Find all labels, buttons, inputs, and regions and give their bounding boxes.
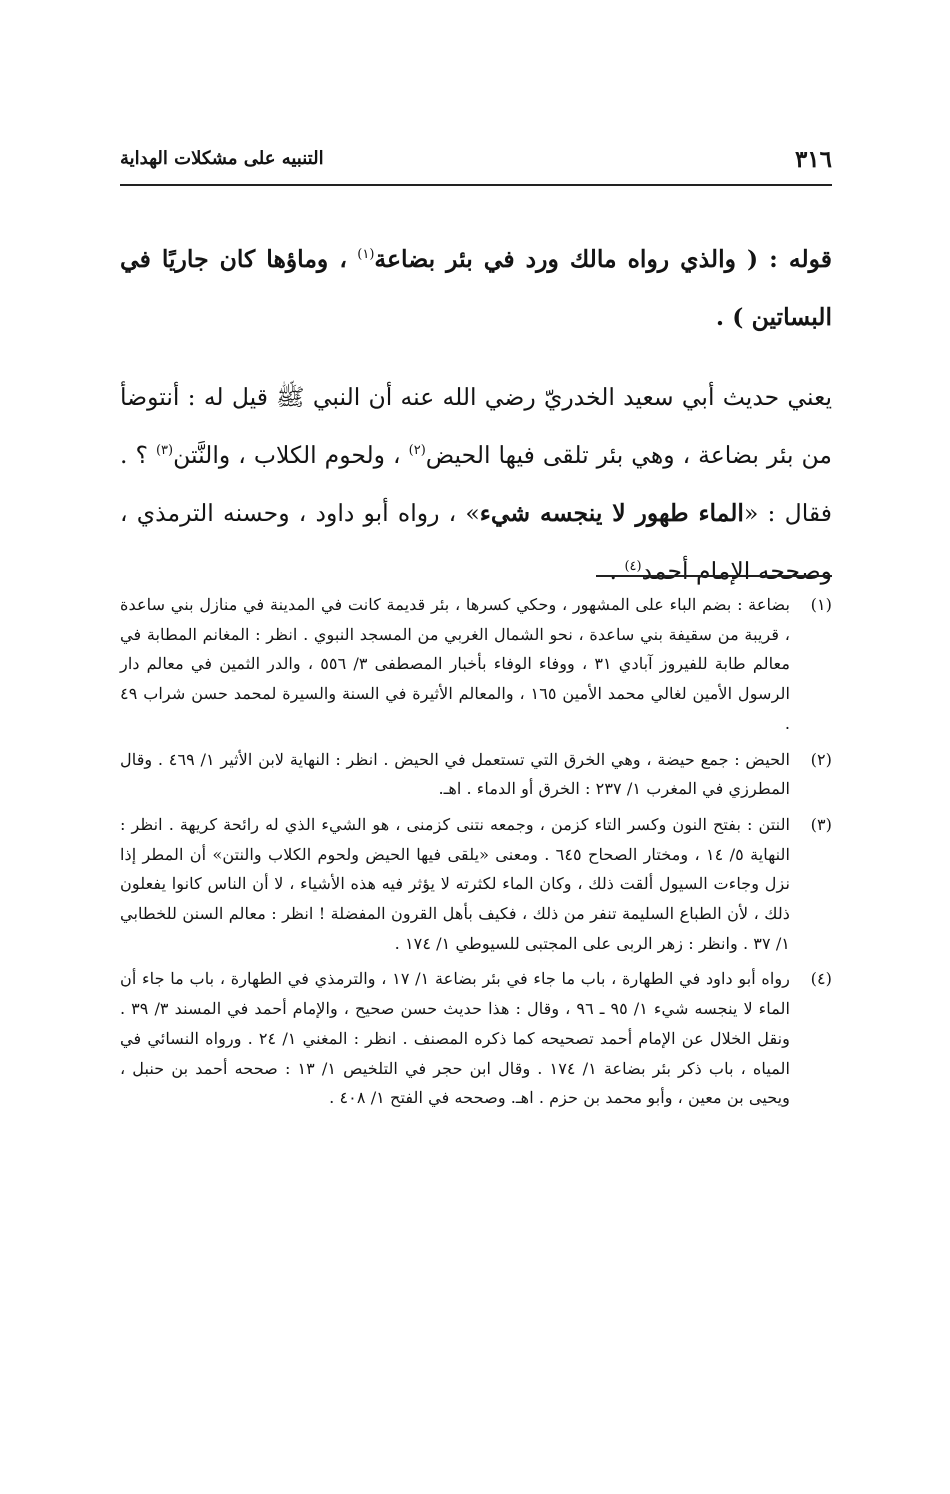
footnote-ref-1[interactable]: (١) xyxy=(357,247,375,263)
footnotes xyxy=(120,590,832,1119)
footnote-ref-2[interactable]: (٢) xyxy=(408,443,426,459)
quoted-statement xyxy=(120,230,832,346)
hadith-text: الماء طهور لا ينجسه شيء xyxy=(479,499,744,527)
footnote-1 xyxy=(120,590,832,739)
page-number: ٣١٦ xyxy=(794,146,832,173)
footnote-2 xyxy=(120,745,832,804)
commentary-paragraph xyxy=(120,368,832,600)
commentary-part-2: ، ولحوم الكلاب ، والنَّتن xyxy=(173,441,401,469)
footnote-3 xyxy=(120,810,832,959)
footnote-ref-4[interactable]: (٤) xyxy=(624,559,642,575)
page-header xyxy=(120,146,832,182)
footnote-divider xyxy=(596,575,832,577)
footnote-text: بضاعة : بضم الباء على المشهور ، وحكي كسرها ، بئر قديمة كانت في المدينة في منازل بني ساعدة ، قريبة من سقيفة بني ساعدة ، نحو الشمال الغربي من المسجد النبوي . انظر : المغانم المطابة في معالم طابة للفيروز آبادي ٣١ ، ووفاء الوفاء بأخبار المصطفى ٣/ ٥٥٦ ، والدر الثمين في معالم دار الرسول الأمين لغالي محمد الأمين ١٦٥ ، والمعالم الأثيرة في السنة والسيرة لمحمد حسن شراب ٤٩ . xyxy=(120,595,790,733)
commentary-part-1: يعني حديث أبي سعيد الخدريّ رضي الله عنه أن النبي ﷺ قيل له : أنتوضأ من بئر بضاعة ، وهي بئر تلقى فيها الحيض xyxy=(120,383,832,469)
commentary-end: . xyxy=(609,557,617,585)
commentary-part-4: » ، رواه أبو داود ، وحسنه الترمذي ، وصححه الإمام أحمد xyxy=(120,499,832,585)
footnote-number: (١) xyxy=(810,595,832,614)
footnote-text: رواه أبو داود في الطهارة ، باب ما جاء في بئر بضاعة ١/ ١٧ ، والترمذي في الطهارة ، باب ما جاء أن الماء لا ينجسه شيء ١/ ٩٥ ـ ٩٦ ، وقال : هذا حديث حسن صحيح ، والإمام أحمد في المسند ٣/ ٣٩ . ونقل الخلال عن الإمام أحمد تصحيحه كما ذكره المصنف . انظر : المغني ١/ ٢٤ . ورواه النسائي في المياه ، باب ذكر بئر بضاعة ١/ ١٧٤ . وقال ابن حجر في التلخيص ١/ ١٣ : صححه أحمد بن حنبل ، ويحيى بن معين ، وأبو محمد بن حزم . اهـ. وصححه في الفتح ١/ ٤٠٨ . xyxy=(120,969,790,1108)
paragraph-gap xyxy=(120,346,832,368)
quote-rest: ، وماؤها كان جاريًا في البساتين ) . xyxy=(120,245,832,331)
running-title: التنبيه على مشكلات الهداية xyxy=(120,148,324,169)
footnote-4 xyxy=(120,964,832,1113)
footnote-number: (٢) xyxy=(810,749,832,769)
main-text xyxy=(120,230,832,600)
header-divider xyxy=(120,184,832,186)
commentary-part-3: ؟ . فقال : « xyxy=(120,441,832,527)
footnote-text: النتن : بفتح النون وكسر التاء كزمن ، وجمعه نتنى كزمنى ، هو الشيء الذي له رائحة كريهة . انظر : النهاية ٥/ ١٤ ، ومختار الصحاح ٦٤٥ . ومعنى «يلقى فيها الحيض ولحوم الكلاب والنتن» أن المطر إذا نزل وجاءت السيول ألقت ذلك ، وكان الماء لكثرته لا يؤثر فيه هذه الأشياء ، لا أن الناس كانوا يفعلون ذلك ، لأن الطباع السليمة تنفر من ذلك ، فكيف بأهل القرون المفضلة ! انظر : معالم السنن للخطابي ١/ ٣٧ . وانظر : زهر الربى على المجتبى للسيوطي ١/ ١٧٤ . xyxy=(120,814,790,953)
footnote-ref-3[interactable]: (٣) xyxy=(155,443,174,459)
footnote-text: الحيض : جمع حيضة ، وهي الخرق التي تستعمل في الحيض . انظر : النهاية لابن الأثير ١/ ٤٦٩ . وقال المطرزي في المغرب ١/ ٢٣٧ : الخرق أو الدماء . اهـ. xyxy=(120,749,790,799)
footnote-number: (٤) xyxy=(810,969,832,989)
footnote-number: (٣) xyxy=(810,814,832,834)
quote-lead: قوله : ( والذي رواه مالك ورد في بئر بضاعة xyxy=(374,245,832,273)
